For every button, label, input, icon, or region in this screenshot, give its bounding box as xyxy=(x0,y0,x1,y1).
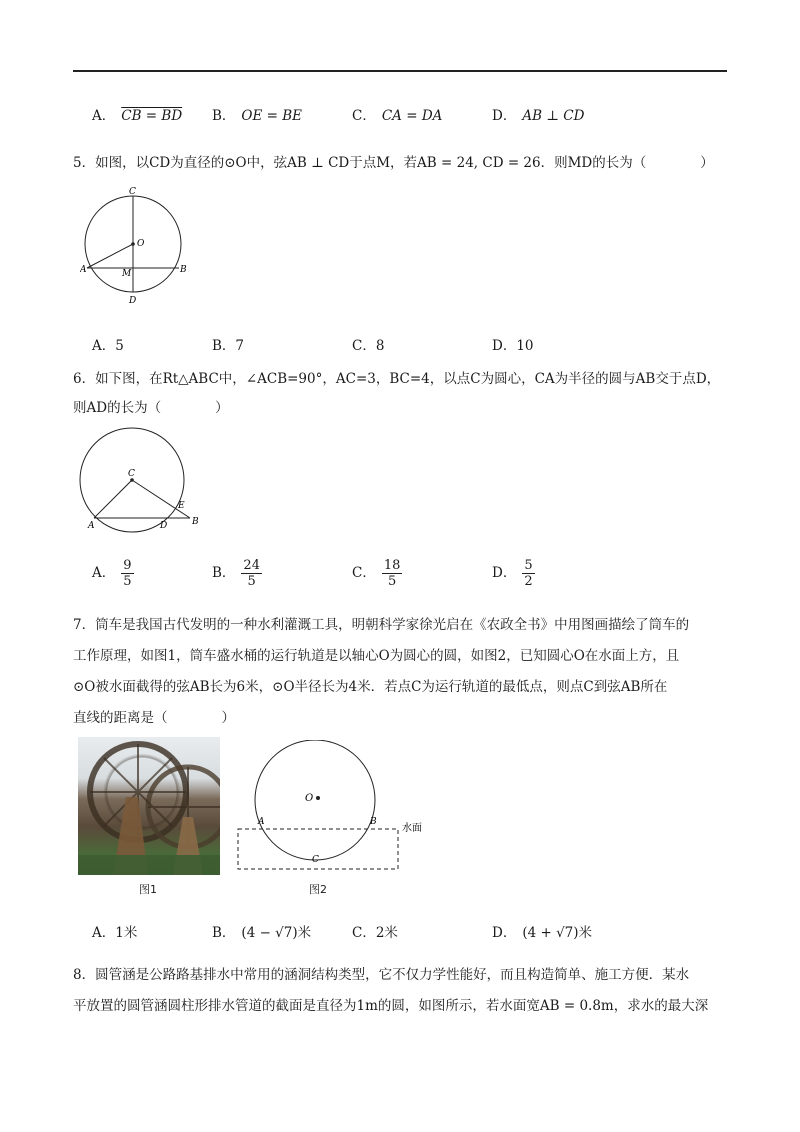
option-label: D． xyxy=(492,565,517,581)
fig1-caption: 图1 xyxy=(139,883,157,896)
q6-stem-line1: 6．如下图，在Rt△ABC中，∠ACB=90°，AC=3，BC=4，以点C为圆心，CA为半径的圆与AB交于点D， xyxy=(73,371,721,387)
q4-option-c[interactable] xyxy=(352,104,442,124)
waterwheel-photo xyxy=(78,737,220,875)
q4-option-a[interactable] xyxy=(92,104,182,124)
option-label: B． xyxy=(212,925,236,941)
option-label: D． xyxy=(492,108,517,124)
q5-stem: 5．如图，以CD为直径的⊙O中，弦AB ⊥ CD于点M，若AB = 24, CD = 26．则MD的长为（ ） xyxy=(73,155,714,171)
label-d: D xyxy=(129,296,137,304)
option-text: AB ⊥ CD xyxy=(522,108,585,124)
option-label: B． xyxy=(212,565,236,581)
q7-stem-line1: 7．筒车是我国古代发明的一种水利灌溉工具，明朝科学家徐光启在《农政全书》中用图画描绘了筒车的 xyxy=(73,617,690,633)
numerator: 9 xyxy=(123,558,132,573)
fraction xyxy=(241,558,262,589)
q5-option-c[interactable]: C．8 xyxy=(352,338,385,354)
option-text: CB = BD xyxy=(121,108,183,124)
q6-stem-line2: 则AD的长为（ ） xyxy=(73,400,229,416)
option-label: A． xyxy=(92,565,116,581)
q7-option-c[interactable]: C．2米 xyxy=(352,925,398,941)
label-o: O xyxy=(305,793,314,804)
label-c: C xyxy=(129,187,136,197)
option-text: (4 − √7)米 xyxy=(241,925,312,941)
q7-option-a[interactable]: A．1米 xyxy=(92,925,138,941)
q6-option-a[interactable] xyxy=(92,558,134,589)
q7-stem-line2: 工作原理，如图1，筒车盛水桶的运行轨道是以轴心O为圆心的圆，如图2，已知圆心O在水面上方，且 xyxy=(73,648,680,664)
fig2-caption: 图2 xyxy=(309,883,327,896)
q4-option-b[interactable] xyxy=(212,104,302,124)
q7-stem-line3: ⊙O被水面截得的弦AB长为6米，⊙O半径长为4米．若点C为运行轨道的最低点，则点C到弦AB所在 xyxy=(73,679,668,695)
q6-option-c[interactable] xyxy=(352,558,402,589)
option-label: A． xyxy=(92,108,116,124)
q5-option-b[interactable]: B．7 xyxy=(212,338,245,354)
q4-option-d[interactable] xyxy=(492,104,584,124)
label-water-surface: 水面 xyxy=(402,823,422,834)
q5-option-a[interactable]: A．5 xyxy=(92,338,124,354)
option-label: D． xyxy=(492,925,517,941)
option-label: C． xyxy=(352,565,376,581)
label-c: C xyxy=(312,855,319,865)
option-label: C． xyxy=(352,108,376,124)
q8-stem-line1: 8．圆管涵是公路路基排水中常用的涵洞结构类型，它不仅力学性能好，而且构造简单、施工方便．某水 xyxy=(73,967,690,983)
q7-option-d[interactable] xyxy=(492,921,592,941)
label-c: C xyxy=(128,469,135,479)
denominator: 2 xyxy=(524,574,533,589)
label-b: B xyxy=(370,817,377,827)
q5-option-d[interactable]: D．10 xyxy=(492,338,534,354)
fraction xyxy=(121,558,133,589)
q6-option-d[interactable] xyxy=(492,558,535,589)
q8-stem-line2: 平放置的圆管涵圆柱形排水管道的截面是直径为1m的圆，如图所示，若水面宽AB = 0.8m，求水的最大深 xyxy=(73,998,709,1014)
numerator: 24 xyxy=(243,558,260,573)
denominator: 5 xyxy=(247,574,256,589)
denominator: 5 xyxy=(387,574,397,589)
q6-circle-figure xyxy=(78,422,208,534)
option-text: CA = DA xyxy=(381,108,443,124)
denominator: 5 xyxy=(123,574,132,589)
option-label: B． xyxy=(212,108,236,124)
label-b: B xyxy=(180,265,187,275)
label-a: A xyxy=(258,817,265,827)
fraction xyxy=(382,558,403,589)
option-text: OE = BE xyxy=(241,108,303,124)
waterwheel-illustration xyxy=(78,737,220,875)
label-a: A xyxy=(80,265,87,275)
option-text: (4 + √7)米 xyxy=(522,925,593,941)
label-b: B xyxy=(192,517,199,527)
fraction xyxy=(522,558,534,589)
q7-stem-line4: 直线的距离是（ ） xyxy=(73,710,235,726)
q7-option-b[interactable] xyxy=(212,921,311,941)
label-d: D xyxy=(160,521,168,531)
label-a: A xyxy=(88,521,95,531)
label-o: O xyxy=(137,239,145,249)
header-rule xyxy=(73,70,727,72)
numerator: 18 xyxy=(383,558,401,573)
label-e: E xyxy=(178,501,185,511)
label-m: M xyxy=(122,269,132,279)
q6-option-b[interactable] xyxy=(212,558,262,589)
numerator: 5 xyxy=(524,558,533,573)
q7-circle-figure xyxy=(232,740,432,872)
q5-circle-figure xyxy=(80,186,190,304)
